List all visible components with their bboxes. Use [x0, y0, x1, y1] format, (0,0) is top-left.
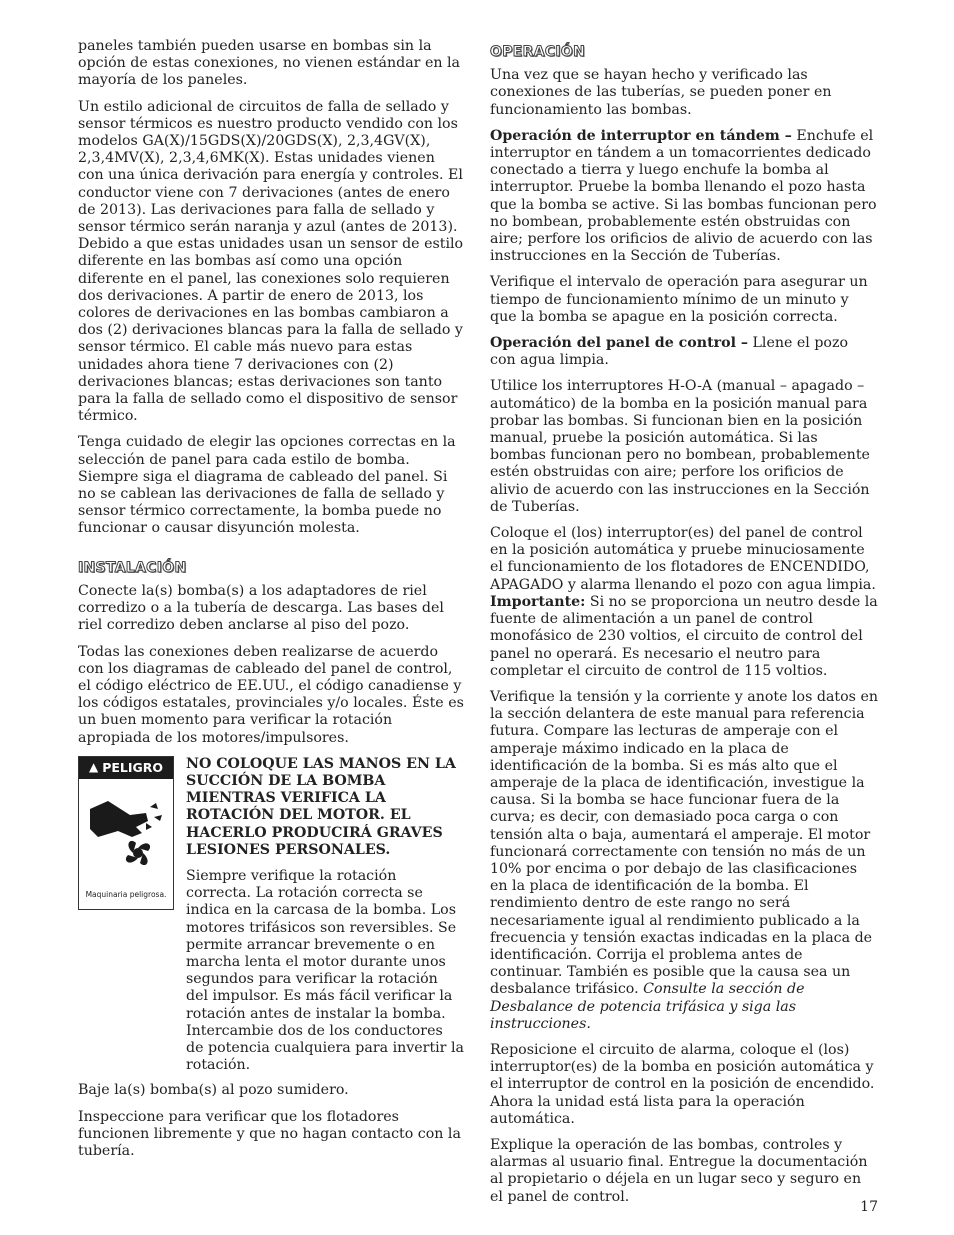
danger-caption: Maquinaria peligrosa. — [85, 889, 167, 899]
paragraph: Verifique la tensión y la corriente y anote los datos en la sección delantera de este manual para referencia futura. Compare las lecturas de amperaje con el amperaje máximo indicado en la placa de identificación de la bomba. Si es más alto que el amperaje de la placa de identificación, investigue la causa. Si la bomba se hace funcionar fuera de la curva; es decir, con demasiado poca carga o con tensión alta o baja, aumentará el amperaje. El motor funcionará correctamente con tensión no más de un 10% por encima o por debajo de las clasificaciones en la placa de identificación de la bomba. El rendimiento dentro de este rango no será necesariamente igual al rendimiento publicado a la frecuencia y tensión exactas indicadas en la placa de identificación. Corrija el problema antes de continuar. También es posible que la causa sea un desbalance trifásico. Consulte la sección de Desbalance de potencia trifásica y siga las instrucciones. — [490, 688, 879, 1032]
section-heading-operacion: OPERACIÓN — [490, 44, 586, 60]
paragraph: Tenga cuidado de elegir las opciones correctas en la selección de panel para cada estilo de bomba. Siempre siga el diagrama de cableado del panel. Si no se cablean las derivaciones de falla de sellado y sensor térmico correctamente, la bomba puede no funcionar o causar disyunción molesta. — [78, 434, 456, 537]
danger-banner — [79, 757, 173, 779]
paragraph: paneles también pueden usarse en bombas sin la opción de estas conexiones, no vienen estándar en la mayoría de los paneles. — [78, 38, 461, 89]
hazardous-machinery-icon — [86, 783, 166, 883]
danger-label-box — [78, 756, 174, 910]
danger-statement: NO COLOQUE LAS MANOS EN LA SUCCIÓN DE LA BOMBA MIENTRAS VERIFICA LA ROTACIÓN DEL MOTOR. EL HACERLO PRODUCIRÁ GRAVES LESIONES PERSONALES. — [186, 755, 456, 858]
page-number: 17 — [860, 1199, 878, 1215]
paragraph: Operación del panel de control – Llene el pozo con agua limpia. — [490, 335, 848, 369]
left-column — [78, 38, 464, 1169]
important-label: Importante: — [490, 593, 586, 610]
paragraph: Todas las conexiones deben realizarse de acuerdo con los diagramas de cableado del panel de control, el código eléctrico de EE.UU., el código canadiense y los códigos estatales, provinciales y/o locales. Éste es un buen momento para verificar la rotación apropiada de los motores/impulsores. — [78, 643, 464, 746]
danger-label: PELIGRO — [102, 760, 164, 776]
paragraph: Una vez que se hayan hecho y verificado las conexiones de las tuberías, se pueden poner en funcionamiento las bombas. — [490, 67, 832, 118]
danger-instructions: Siempre verifique la rotación correcta. La rotación correcta se indica en la carcasa de la bomba. Los motores trifásicos son reversibles. Se permite arrancar brevemente o en marcha lenta el motor durante unos segundos para verificar la rotación del impulsor. Es más fácil verificar la rotación antes de instalar la bomba. Intercambie dos de los conductores de potencia cualquiera para invertir la rotación. — [186, 867, 464, 1074]
paragraph: Inspeccione para verificar que los flotadores funcionen libremente y que no hagan contacto con la tubería. — [78, 1108, 461, 1159]
cross-reference: Consulte la sección de Desbalance de potencia trifásica y siga las instrucciones. — [490, 981, 805, 1032]
danger-warning — [78, 756, 464, 1075]
section-heading-instalacion: INSTALACIÓN — [78, 559, 187, 576]
paragraph: Reposicione el circuito de alarma, coloque el (los) interruptor(es) de la bomba en posición automática y el interruptor de control en la posición de encendido. Ahora la unidad está lista para la operación automática. — [490, 1041, 875, 1127]
paragraph: Coloque el (los) interruptor(es) del panel de control en la posición automática y pruebe minuciosamente el funcionamiento de los flotadores de ENCENDIDO, APAGADO y alarma llenando el pozo con agua limpia. Importante: Si no se proporciona un neutro desde la fuente de alimentación a un panel de control monofásico de 230 voltios, el circuito de control del panel no operará. Es necesario el neutro para completar el circuito de control de 115 voltios. — [490, 525, 878, 679]
paragraph: Utilice los interruptores H-O-A (manual – apagado – automático) de la bomba en la posición manual para probar las bombas. Si funcionan bien en la posición manual, pruebe la posición automática. Si las bombas funcionan pero no bombean, probablemente estén obstruidas con aire; perfore los orificios de alivio de acuerdo con las instrucciones en la Sección de Tuberías. — [490, 378, 870, 515]
paragraph: Operación de interruptor en tándem – Enchufe el interruptor en tándem a un tomacorrientes dedicado conectado a tierra y luego enchufe la bomba al interruptor. Pruebe la bomba llenando el pozo hasta que la bomba se active. Si las bombas funcionan pero no bombean, probablemente estén obstruidas con aire; perfore los orificios de alivio de acuerdo con las instrucciones en la Sección de Tuberías. — [490, 127, 877, 265]
danger-text — [186, 756, 464, 1075]
paragraph: Conecte la(s) bomba(s) a los adaptadores de riel corredizo o a la tubería de descarga. Las bases del riel corredizo deben anclarse al piso del pozo. — [78, 582, 444, 634]
paragraph: Baje la(s) bomba(s) al pozo sumidero. — [78, 1082, 349, 1099]
right-column — [490, 38, 878, 1215]
run-in-heading: Operación del panel de control – — [490, 335, 748, 352]
run-in-heading: Operación de interruptor en tándem – — [490, 127, 792, 144]
paragraph: Un estilo adicional de circuitos de falla de sellado y sensor térmicos es nuestro producto vendido con los modelos GA(X)/15GDS(X)/20GDS(X), 2,3,4GV(X), 2,3,4MV(X), 2,3,4,6MK(X). Estas unidades vienen con una única derivación para energía y controles. El conductor viene con 7 derivaciones (antes de enero de 2013). Las derivaciones para falla de sellado y sensor térmico serán naranja y azul (antes de 2013). Debido a que estas unidades usan un sensor de estilo diferente en las bombas así como una opción diferente en el panel, las conexiones solo requieren dos derivaciones. A partir de enero de 2013, los colores de derivaciones en las bombas cambiaron a dos (2) derivaciones blancas para la falla de sellado y sensor térmico. El cable más nuevo para estas unidades ahora tiene 7 derivaciones con (2) derivaciones blancas; estas derivaciones son tanto para la falla de sellado como el dispositivo de sensor térmico. — [78, 98, 464, 425]
warning-triangle-icon: ▲ — [88, 760, 99, 775]
paragraph: Verifique el intervalo de operación para asegurar un tiempo de funcionamiento mínimo de un minuto y que la bomba se apague en la posición correcta. — [490, 274, 868, 325]
paragraph: Explique la operación de las bombas, controles y alarmas al usuario final. Entregue la documentación al propietario o déjela en un lugar seco y seguro en el panel de control. — [490, 1136, 868, 1205]
